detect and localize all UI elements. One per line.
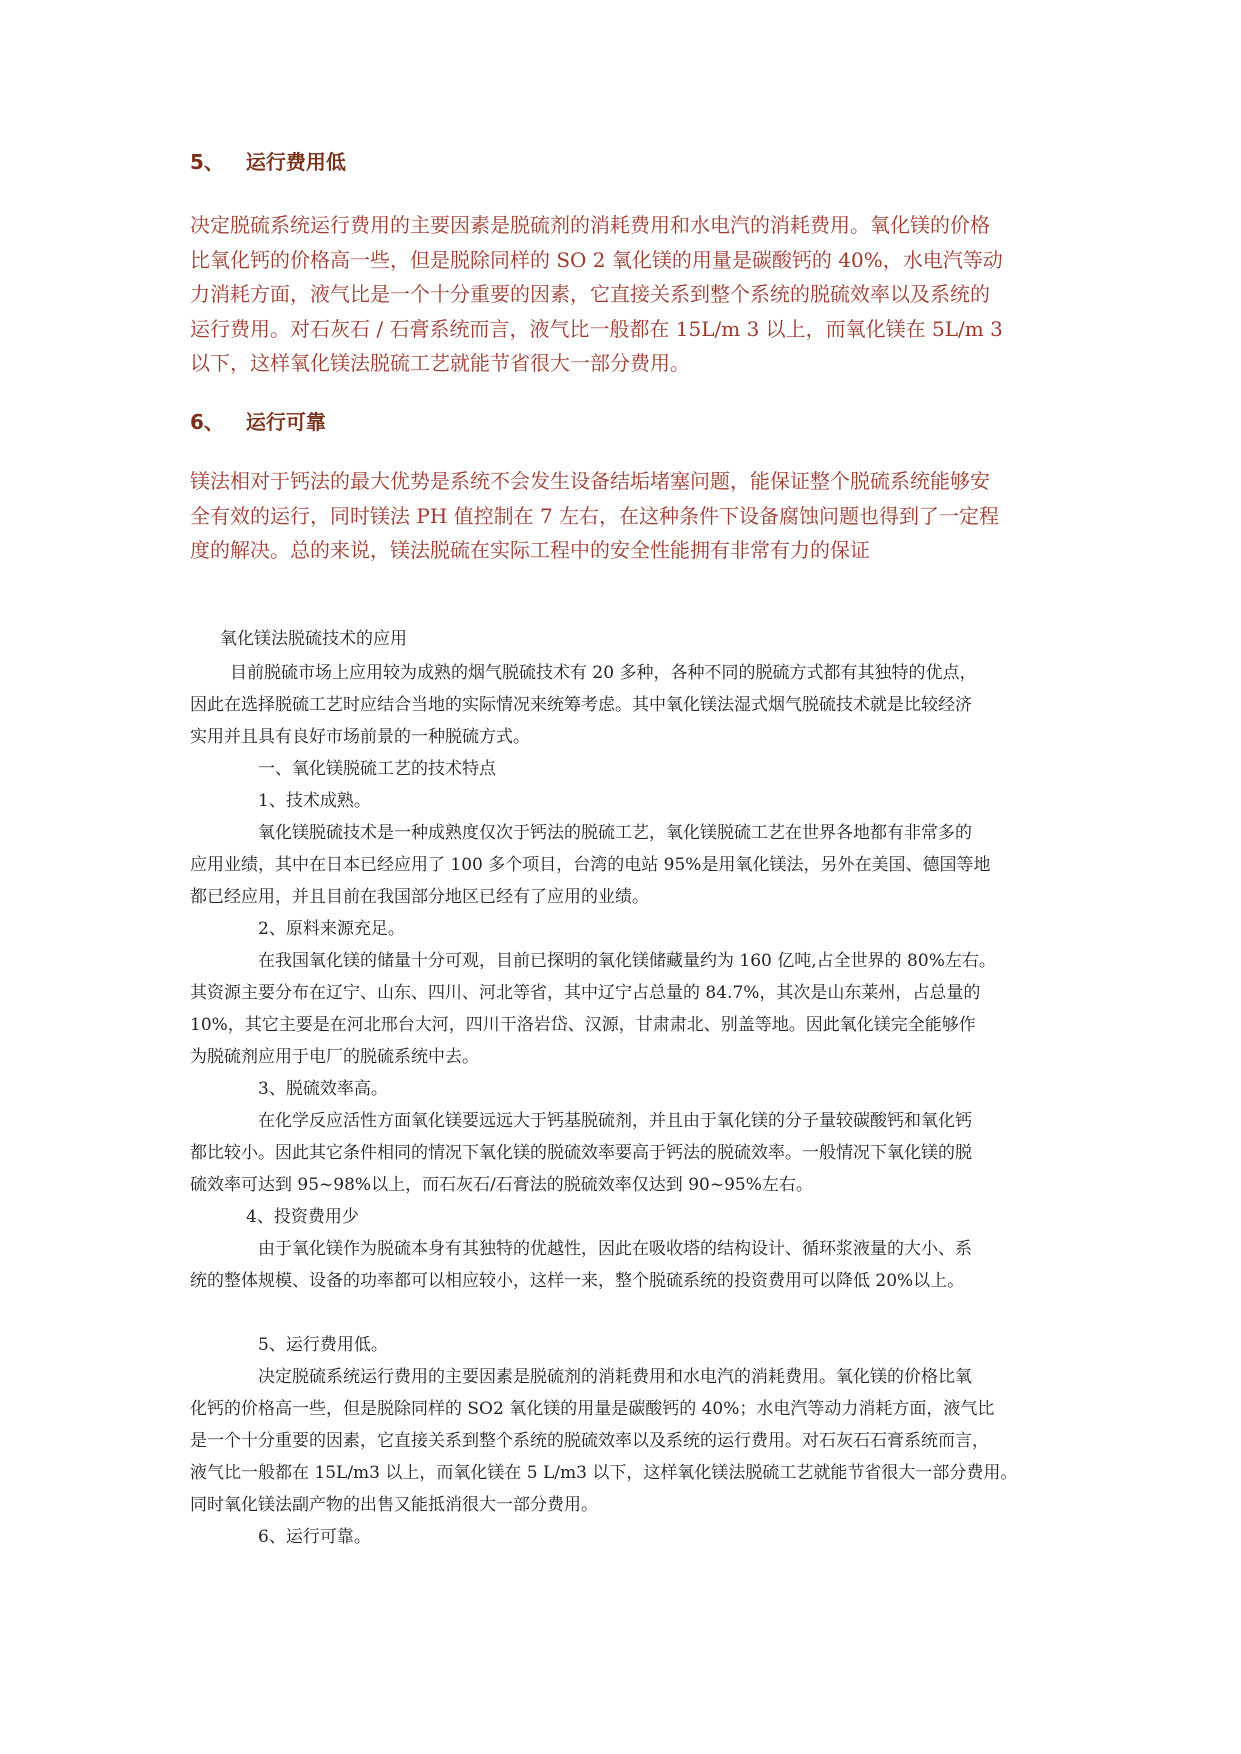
text-line: 决定脱硫系统运行费用的主要因素是脱硫剂的消耗费用和水电汽的消耗费用。氧化镁的价格 <box>190 213 990 237</box>
section-heading-6 <box>190 408 326 436</box>
section-heading-5 <box>190 148 346 176</box>
section-title: 运行可靠 <box>245 410 326 434</box>
section-number: 6、 <box>190 410 224 434</box>
text-line: 因此在选择脱硫工艺时应结合当地的实际情况来统筹考虑。其中氧化镁法湿式烟气脱硫技术就是比较经济 <box>190 695 972 715</box>
section-paragraph-6 <box>190 464 999 568</box>
text-line: 统的整体规模、设备的功率都可以相应较小，这样一来，整个脱硫系统的投资费用可以降低 20%以上。 <box>190 1271 965 1291</box>
text-line: 液气比一般都在 15L/m3 以上，而氧化镁在 5 L/m3 以下，这样氧化镁法脱硫工艺就能节省很大一部分费用。 <box>190 1463 1018 1483</box>
section-number: 5、 <box>190 150 224 174</box>
text-line: 以下，这样氧化镁法脱硫工艺就能节省很大一部分费用。 <box>190 351 690 375</box>
subheading: 6、运行可靠。 <box>258 1527 371 1547</box>
text-line: 氧化镁脱硫技术是一种成熟度仅次于钙法的脱硫工艺，氧化镁脱硫工艺在世界各地都有非常多的 <box>258 823 972 843</box>
text-line: 10%，其它主要是在河北邢台大河，四川干洛岩岱、汉源，甘肃肃北、别盖等地。因此氧化镁完全能够作 <box>190 1015 976 1035</box>
subheading: 1、技术成熟。 <box>258 791 371 811</box>
text-line: 化钙的价格高一些，但是脱除同样的 SO2 氧化镁的用量是碳酸钙的 40%；水电汽等动力消耗方面，液气比 <box>190 1399 995 1419</box>
text-line: 都比较小。因此其它条件相同的情况下氧化镁的脱硫效率要高于钙法的脱硫效率。一般情况下氧化镁的脱 <box>190 1143 972 1163</box>
subheading: 3、脱硫效率高。 <box>258 1079 388 1099</box>
text-line: 由于氧化镁作为脱硫本身有其独特的优越性，因此在吸收塔的结构设计、循环浆液量的大小、系 <box>258 1239 972 1259</box>
text-line: 为脱硫剂应用于电厂的脱硫系统中去。 <box>190 1047 479 1067</box>
text-line: 全有效的运行，同时镁法 PH 值控制在 7 左右，在这种条件下设备腐蚀问题也得到了一定程 <box>190 503 1000 528</box>
text-line: 是一个十分重要的因素，它直接关系到整个系统的脱硫效率以及系统的运行费用。对石灰石石膏系统而言， <box>190 1431 989 1451</box>
text-line: 运行费用。对石灰石 / 石膏系统而言，液气比一般都在 15L/m 3 以上，而氧化镁在 5L/m 3 <box>190 316 1003 341</box>
text-line: 决定脱硫系统运行费用的主要因素是脱硫剂的消耗费用和水电汽的消耗费用。氧化镁的价格比氧 <box>258 1367 972 1387</box>
section-title: 运行费用低 <box>245 150 346 174</box>
subheading: 2、原料来源充足。 <box>258 919 405 939</box>
text-line: 硫效率可达到 95~98%以上，而石灰石/石膏法的脱硫效率仅达到 90~95%左右。 <box>190 1175 813 1195</box>
text-line: 都已经应用，并且目前在我国部分地区已经有了应用的业绩。 <box>190 887 649 907</box>
text-line: 目前脱硫市场上应用较为成熟的烟气脱硫技术有 20 多种，各种不同的脱硫方式都有其独特的优点， <box>230 663 977 683</box>
text-line: 在我国氧化镁的储量十分可观，目前已探明的氧化镁储藏量约为 160 亿吨,占全世界的 80%左右。 <box>258 951 996 971</box>
text-line: 其资源主要分布在辽宁、山东、四川、河北等省，其中辽宁占总量的 84.7%，其次是山东莱州，占总量的 <box>190 983 981 1003</box>
text-line: 实用并且具有良好市场前景的一种脱硫方式。 <box>190 727 530 747</box>
section-paragraph-5 <box>190 208 1003 381</box>
subheading: 一、氧化镁脱硫工艺的技术特点 <box>258 759 496 779</box>
article-title: 氧化镁法脱硫技术的应用 <box>220 629 407 649</box>
text-line: 比氧化钙的价格高一些，但是脱除同样的 SO 2 氧化镁的用量是碳酸钙的 40%，水电汽等动 <box>190 247 1003 272</box>
text-line: 镁法相对于钙法的最大优势是系统不会发生设备结垢堵塞问题，能保证整个脱硫系统能够安 <box>190 469 990 493</box>
subheading: 5、运行费用低。 <box>258 1335 388 1355</box>
text-line: 应用业绩，其中在日本已经应用了 100 多个项目，台湾的电站 95%是用氧化镁法，另外在美国、德国等地 <box>190 855 991 875</box>
text-line: 同时氧化镁法副产物的出售又能抵消很大一部分费用。 <box>190 1495 598 1515</box>
text-line: 度的解决。总的来说，镁法脱硫在实际工程中的安全性能拥有非常有力的保证 <box>190 538 870 562</box>
text-line: 在化学反应活性方面氧化镁要远远大于钙基脱硫剂，并且由于氧化镁的分子量较碳酸钙和氧化钙 <box>258 1111 972 1131</box>
subheading: 4、投资费用少 <box>246 1207 359 1227</box>
text-line: 力消耗方面，液气比是一个十分重要的因素，它直接关系到整个系统的脱硫效率以及系统的 <box>190 282 990 306</box>
